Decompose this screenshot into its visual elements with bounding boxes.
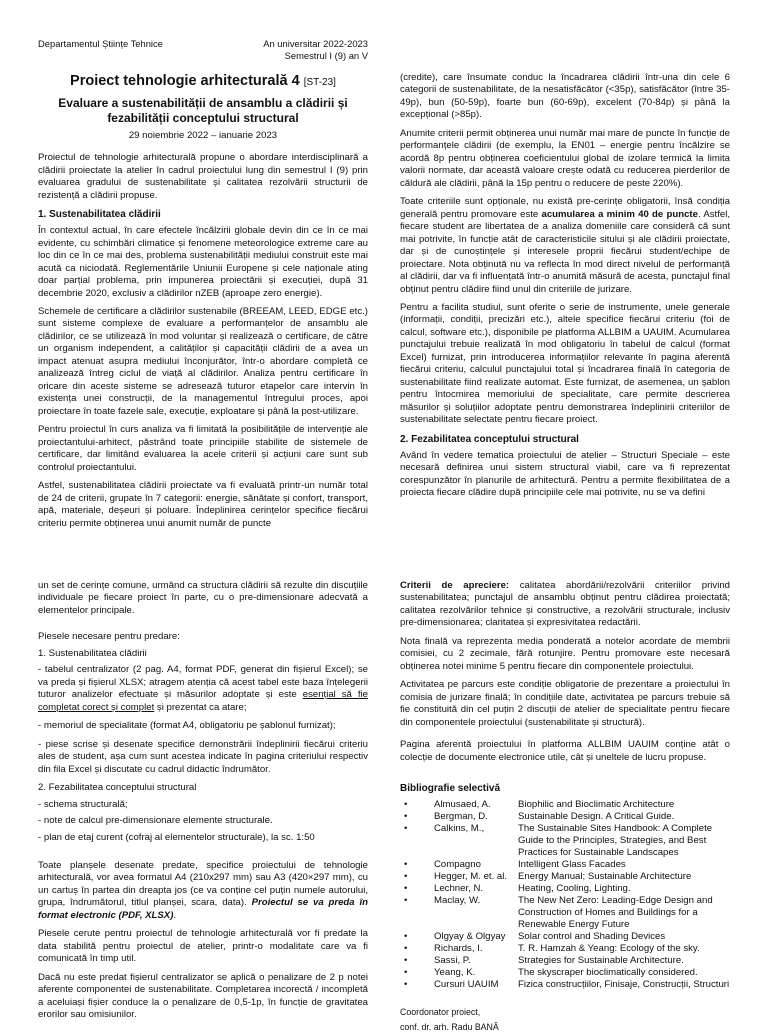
deliverable-item: - piese scrise și desenate specifice demonstrării îndeplinirii fiecărui criteriu ales de student, așa cum sunt acestea indicate în pagina criteriului respectiv din fila Excel și discutate cu cadrul didactic îndrumător. <box>38 738 368 775</box>
intro-paragraph: Proiectul de tehnologie arhitecturală propune o abordare interdisciplinară a clădirii proiectate la atelier în cadrul proiectului lung din semestrul I (9) prin evaluarea gradului de sustenabilitate și calitatea rezolvării structurii de rezistență a clădirii propuse. <box>38 152 368 201</box>
bibliography-item <box>400 871 730 883</box>
bibliography-title: T. R. Hamzah & Yeang: Ecology of the sky. <box>518 942 700 954</box>
bibliography-title: Solar control and Shading Devices <box>518 930 666 942</box>
bibliography-title: The Sustainable Sites Handbook: A Complete Guide to the Principles, Strategies, and Best Practices for Sustainable Landscapes <box>518 823 713 859</box>
section-heading-sustainability: 1. Sustenabilitatea clădirii <box>38 209 161 221</box>
bullet-icon: • <box>404 859 408 871</box>
bibliography-title: Fizica construcțiilor, Finisaje, Construcții, Structuri <box>518 978 730 990</box>
bibliography-author: Compagno <box>434 859 481 871</box>
academic-year-block <box>240 38 368 62</box>
paragraph: Astfel, sustenabilitatea clădirii proiectate va fi evaluată printr-un număr total de 24 de criterii, grupate în 7 categorii: energie, sănătate și confort, transport, apă, materiale, deșeuri și poluare. Îndeplinirea cerințelor specifice fiecărui criteriu permite obținerea unui anumit număr de puncte <box>38 480 368 529</box>
paragraph: Pentru a facilita studiul, sunt oferite o serie de instrumente, unele generale (informații, condiții, precizări etc.), altele specifice fiecărui criteriu (foi de calcul, software etc.), disponibile pe platforma ALLBIM a UAUIM. Acumularea punctajului trebuie realizată în mod obligatoriu în tabelul de calcul (format Excel) furnizat, prin introducerea informațiilor relevante în pagina aferentă fiecărui criteriu, calculul punctajului total și încadrarea finală în categoria de sustenabilitate fiind realizate automat. Este furnizat, de asemenea, un șablon pentru întocmirea memoriului de specialitate, care permite descrierea măsurilor și soluțiilor adoptate pentru demonstrarea îndeplinirii criteriilor de sustenabilitate selectate pentru fiecare proiect. <box>400 301 730 426</box>
paragraph: Pentru proiectul în curs analiza va fi limitată la posibilitățile de intervenție ale proiectantului-arhitect, păstrând toate principiile stabilite de sistemele de certificare, dar limitând evaluarea la acele criterii și acțiuni care sunt sub controlul proiectantului. <box>38 424 368 473</box>
bullet-icon: • <box>404 799 408 811</box>
academic-year: An universitar 2022-2023 <box>263 38 368 49</box>
bibliography-item <box>400 799 730 811</box>
text: - tabelul centralizator (2 pag. A4, format PDF, generat din fișierul Excel); se va preda și fișierul XLSX; atragem atenția că acest tabel este baza înțelegerii tuturor analizelor efectuate și măsurilor adoptate și este <box>38 664 368 701</box>
page-subtitle: Evaluare a sustenabilității de ansamblu a clădirii și fezabilității conceptului structural <box>58 95 348 125</box>
text: Toate planșele desenate predate, specifice proiectului de tehnologie arhitecturală, vor avea formatul A4 (210x297 mm) sau A3 (420×297 mm), cu un cartuș în partea din dreapta jos (ce va conține cel puțin numele autorului, grupa, îndrumătorul, titlul planșei, scara, data). <box>38 859 368 909</box>
bibliography-title: Intelligent Glass Facades <box>518 859 626 871</box>
emphasis-text: Proiectul se va preda în format electronic (PDF, XLSX) <box>38 897 368 921</box>
deliverable-item: - plan de etaj curent (cofraj al elementelor structurale), la sc. 1:50 <box>38 831 315 843</box>
paragraph-promotion-condition <box>400 196 730 296</box>
bibliography-item <box>400 979 730 991</box>
section-heading-structure: 2. Fezabilitatea conceptului structural <box>400 433 579 445</box>
bullet-icon: • <box>404 966 408 978</box>
deliverables-heading: Piesele necesare pentru predare: <box>38 631 180 643</box>
paragraph: un set de cerințe comune, urmând ca structura clădirii să rezulte din discuțiile individuale pe fiecare proiect în parte, cu o pre-dimensionare adecvată a elementelor principale. <box>38 580 368 616</box>
paragraph: Activitatea pe parcurs este condiție obligatorie de prezentare a proiectului în comisia de jurizare finală; în condițiile date, activitatea pe parcurs trebuie să fie constituită din cel puțin 2 discuții de atelier de specialitate pentru fiecare din componentele proiectului (sustenabilitate și structură). <box>400 679 730 728</box>
bibliography-title: Sustainable Design. A Critical Guide. <box>518 811 675 823</box>
deliverable-item <box>38 664 368 714</box>
bibliography-item <box>400 967 730 979</box>
bibliography-item <box>400 943 730 955</box>
bibliography-author: Sassi, P. <box>434 954 471 966</box>
page-title <box>38 72 368 91</box>
criteria-label: Criterii de apreciere: <box>400 580 520 591</box>
bibliography-author: Almusaed, A. <box>434 799 491 811</box>
deliverables-section-1: 1. Sustenabilitatea clădirii <box>38 647 147 659</box>
right-column-bottom <box>400 580 730 1034</box>
bibliography-list <box>400 799 730 991</box>
bullet-icon: • <box>404 871 408 882</box>
bibliography-author: Bergman, D. <box>434 811 488 823</box>
emphasis-text: acumularea a minim 40 de puncte <box>541 208 698 220</box>
underlined-text: esențial să fie completat corect și complet <box>38 689 368 713</box>
paragraph: Pagina aferentă proiectului în platforma ALLBIM UAUIM conține atât o colecție de documente electronice utile, cât și uneltele de lucru propuse. <box>400 739 730 763</box>
bibliography-author: Cursuri UAUIM <box>434 978 499 990</box>
bibliography-author: Olgyay & Olgyay <box>434 930 506 942</box>
bibliography-item <box>400 895 730 931</box>
title-main: Proiect tehnologie arhitecturală 4 <box>70 73 300 89</box>
bibliography-item <box>400 955 730 967</box>
bibliography-item <box>400 883 730 895</box>
dates: 29 noiembrie 2022 – ianuarie 2023 <box>128 129 278 141</box>
paragraph: Schemele de certificare a clădirilor sustenabile (BREEAM, LEED, EDGE etc.) sunt sisteme complexe de evaluare a performanțelor de ansamblu ale clădirilor, ce se utilizează în mod voluntar și realizează o certificare, de către un organism independent, a calităților și capacității clădirii de a avea un impact atenuat asupra mediului înconjurător, într-o abordare completă ce analizează întreg ciclul de viață al clădirilor. Analiza pentru certificare în oricare din aceste sisteme se adresează tuturor etapelor care intervin în existența unei construcții, de la managementul întregului proces, apoi proiectare în toate fazele sale, execuție, exploatare și până la post-utilizare. <box>38 306 368 417</box>
paragraph: (credite), care însumate conduc la încadrarea clădirii într-una din cele 6 categorii de sustenabilitate, de la nesatisfăcător (<35p), satisfăcător (între 35-49p), bun (50-59p), foarte bun (60-69p), excelent (70-84p) și până la excepțional (>85p). <box>400 72 730 121</box>
bullet-icon: • <box>404 930 408 942</box>
bibliography-item <box>400 811 730 823</box>
bibliography-author: Lechner, N. <box>434 882 484 894</box>
deliverable-item: - note de calcul pre-dimensionare elemente structurale. <box>38 815 273 827</box>
text: calitatea abordării/rezolvării criteriilor privind sustenabilitatea; punctajul de ansamblu obținut pentru clădirea proiectată; calitatea rezolvărilor tehnice și constructive, a rezolvării structurale, inclusiv pre-dimensionarea; claritatea și expresivitatea redactării. <box>400 580 730 629</box>
bibliography-title: Energy Manual; Sustainable Architecture <box>518 871 692 882</box>
bullet-icon: • <box>404 882 408 894</box>
paragraph: Dacă nu este predat fișierul centralizator se aplică o penalizare de 2 p notei aferente componentei de sustenabilitate. Completarea incorectă / incompletă a aceluiași fișier conduce la o penalizare de 0,5-1p, în funcție de gravitatea erorilor sau omisiunilor. <box>38 971 368 1021</box>
paragraph-criteria <box>400 580 730 630</box>
paragraph: Piesele cerute pentru proiectul de tehnologie arhitecturală vor fi predate la data stabilită pentru proiectul de atelier, printr-o modalitate care va fi comunicată în timp util. <box>38 928 368 965</box>
bibliography-item <box>400 823 730 859</box>
department-label: Departamentul Științe Tehnice <box>38 38 163 49</box>
bibliography-title: Heating, Cooling, Lighting. <box>518 882 631 894</box>
bullet-icon: • <box>404 823 408 835</box>
right-column-top <box>400 72 730 506</box>
bibliography-title: Biophilic and Bioclimatic Architecture <box>518 799 675 811</box>
bibliography-author: Richards, I. <box>434 942 483 954</box>
bullet-icon: • <box>404 811 408 823</box>
bibliography-author: Yeang, K. <box>434 966 476 978</box>
paragraph: În contextul actual, în care efectele încălzirii globale devin din ce în ce mai evidente, cu schimbări climatice și fenomene meteorologice extreme care au loc din ce în ce mai des, problema sustenabilității mediului construit este mai acută ca niciodată. Reglementările Uniunii Europene și cele naționale ating doar parțial problema, prin impunerea proiectării și execuției, după 31 decembrie 2020, exclusiv a clădirilor nZEB (aproape zero energie). <box>38 225 368 299</box>
text: . Astfel, fiecare student are libertatea de a analiza domeniile care consideră că sunt mai potrivite, în funcție atât de caracteristicile sitului și ale clădirii proiectate, dar și de cunoștințele și interesele proprii fiecărui student/echipe de proiectare. Nota obținută nu va reflecta în mod direct nivelul de performanță al clădirii, dar va fi influențată într-o anumită măsură de acesta, punctajul final obținut pentru clădire fiind unul din criteriile de jurizare. <box>400 208 730 295</box>
paragraph: Anumite criterii permit obținerea unui număr mai mare de puncte în funcție de performanțele clădirii (de exemplu, la EN01 – energie pentru încălzire se acordă 8p pentru obținerea coeficientului global de izolare termică la limita valorii normate, dar această valoare crește odată cu reducerea pierderilor de căldură ale clădirii, până la 15p pentru o reducere de peste 220%). <box>400 127 730 189</box>
left-column-top <box>38 72 368 536</box>
deliverable-item: - schema structurală; <box>38 798 128 810</box>
bibliography-author: Calkins, M., <box>434 823 485 835</box>
title-code: [ST-23] <box>303 77 336 88</box>
deliverable-item: - memoriul de specialitate (format A4, obligatoriu pe șablonul furnizat); <box>38 720 336 732</box>
text: și prezentat ca atare; <box>154 701 247 713</box>
bibliography-heading: Bibliografie selectivă <box>400 783 501 795</box>
bullet-icon: • <box>404 978 408 990</box>
paragraph: Nota finală va reprezenta media ponderată a notelor acordate de membrii comisiei, cu 2 zecimale, fără rotunjire. Pentru promovare este necesară obținerea notei minime 5 pentru fiecare din componentele proiectului. <box>400 635 730 672</box>
deliverables-section-2: 2. Fezabilitatea conceptului structural <box>38 782 197 794</box>
bibliography-item <box>400 859 730 871</box>
bullet-icon: • <box>404 954 408 966</box>
bibliography-title: The New Net Zero: Leading-Edge Design and Construction of Homes and Buildings for a Renewable Energy Future <box>518 894 713 930</box>
text: . <box>173 909 177 921</box>
bibliography-title: Strategies for Sustainable Architecture. <box>518 954 684 966</box>
bibliography-item <box>400 931 730 943</box>
coordinator-label: Coordonator proiect, <box>400 1006 481 1017</box>
left-column-bottom <box>38 580 368 1028</box>
bullet-icon: • <box>404 894 408 906</box>
bibliography-author: Hegger, M. et. al. <box>434 871 508 882</box>
paragraph-format <box>38 860 368 922</box>
paragraph: Având în vedere tematica proiectului de atelier – Structuri Speciale – este necesară definirea unui sistem structural viabil, care va fi reprezentat corespunzător în planurile de arhitectură. Pentru a permite flexibilitatea de a proiecta fiecare clădire după principiile cele mai potrivite, nu se va defini <box>400 449 730 499</box>
bibliography-author: Maclay, W. <box>434 894 481 906</box>
text: Toate criteriile sunt opționale, nu există pre-cerințe obligatorii, însă condiția generală pentru promovare este <box>400 196 730 220</box>
coordinator-name: conf. dr. arh. Radu BANĂ <box>400 1022 499 1033</box>
bullet-icon: • <box>404 942 408 954</box>
bibliography-title: The skyscraper bioclimatically considered. <box>518 966 698 978</box>
semester: Semestrul I (9) an V <box>284 50 368 62</box>
